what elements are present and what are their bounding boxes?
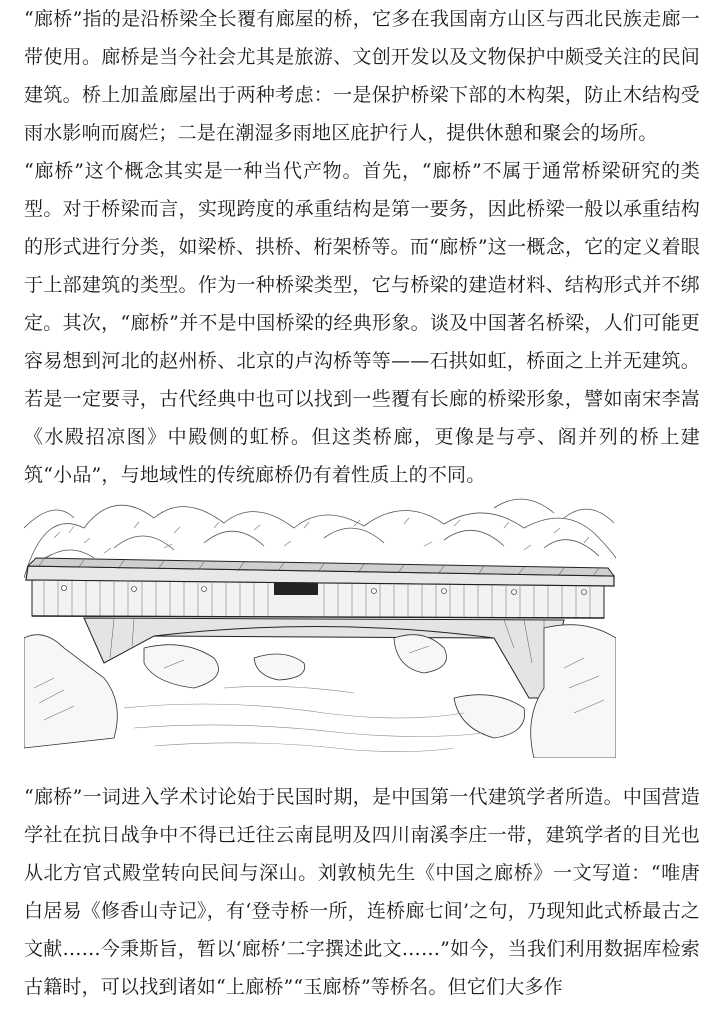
foliage-texture [44, 518, 589, 558]
paragraph-concept: “廊桥”这个概念其实是一种当代产物。首先，“廊桥”不属于通常桥梁研究的类型。对于桥梁而言，实现跨度的承重结构是第一要务，因此桥梁一般以承重结构的形式进行分类，如梁桥、拱桥、桁架桥等。而“廊桥”这一概念，它的定义着眼于上部建筑的类型。作为一种桥梁类型，它与桥梁的建造材料、结构形式并不绑定。其次，“廊桥”并不是中国桥梁的经典形象。谈及中国著名桥梁，人们可能更容易想到河北的赵州桥、北京的卢沟桥等等——石拱如虹，桥面之上并无建筑。若是一定要寻，古代经典中也可以找到一些覆有长廊的桥梁形象，譬如南宋李嵩《水殿招凉图》中殿侧的虹桥。但这类桥廊，更像是与亭、阁并列的桥上建筑“小品”，与地域性的传统廊桥仍有着性质上的不同。 [24, 160, 700, 486]
paragraph-definition: “廊桥”指的是沿桥梁全长覆有廊屋的桥，它多在我国南方山区与西北民族走廊一带使用。廊桥是当今社会尤其是旅游、文创开发以及文物保护中颇受关注的民间建筑。桥上加盖廊屋出于两种考虑：一是保护桥梁下部的木构架，防止木结构受雨水影响而腐烂；二是在潮湿多雨地区庇护行人，提供休憩和聚会的场所。 [24, 8, 700, 144]
gallery-window [274, 583, 318, 595]
covered-bridge-illustration [24, 488, 616, 758]
paragraph-history: “廊桥”一词进入学术讨论始于民国时期，是中国第一代建筑学者所造。中国营造学社在抗日战争中不得已迁往云南昆明及四川南溪李庄一带，建筑学者的目光也从北方官式殿堂转向民间与深山。刘敦桢先生《中国之廊桥》一文写道：“唯唐白居易《修香山寺记》，有‘登寺桥一所，连桥廊七间’之句，乃现知此式桥最古之文献……今秉斯旨，暂以‘廊桥’二字撰述此文……”如今，当我们利用数据库检索古籍时，可以找到诸如“上廊桥”“玉廊桥”等桥名。但它们大多作 [24, 786, 700, 998]
river-water [124, 686, 484, 751]
bridge-gallery [32, 580, 604, 618]
